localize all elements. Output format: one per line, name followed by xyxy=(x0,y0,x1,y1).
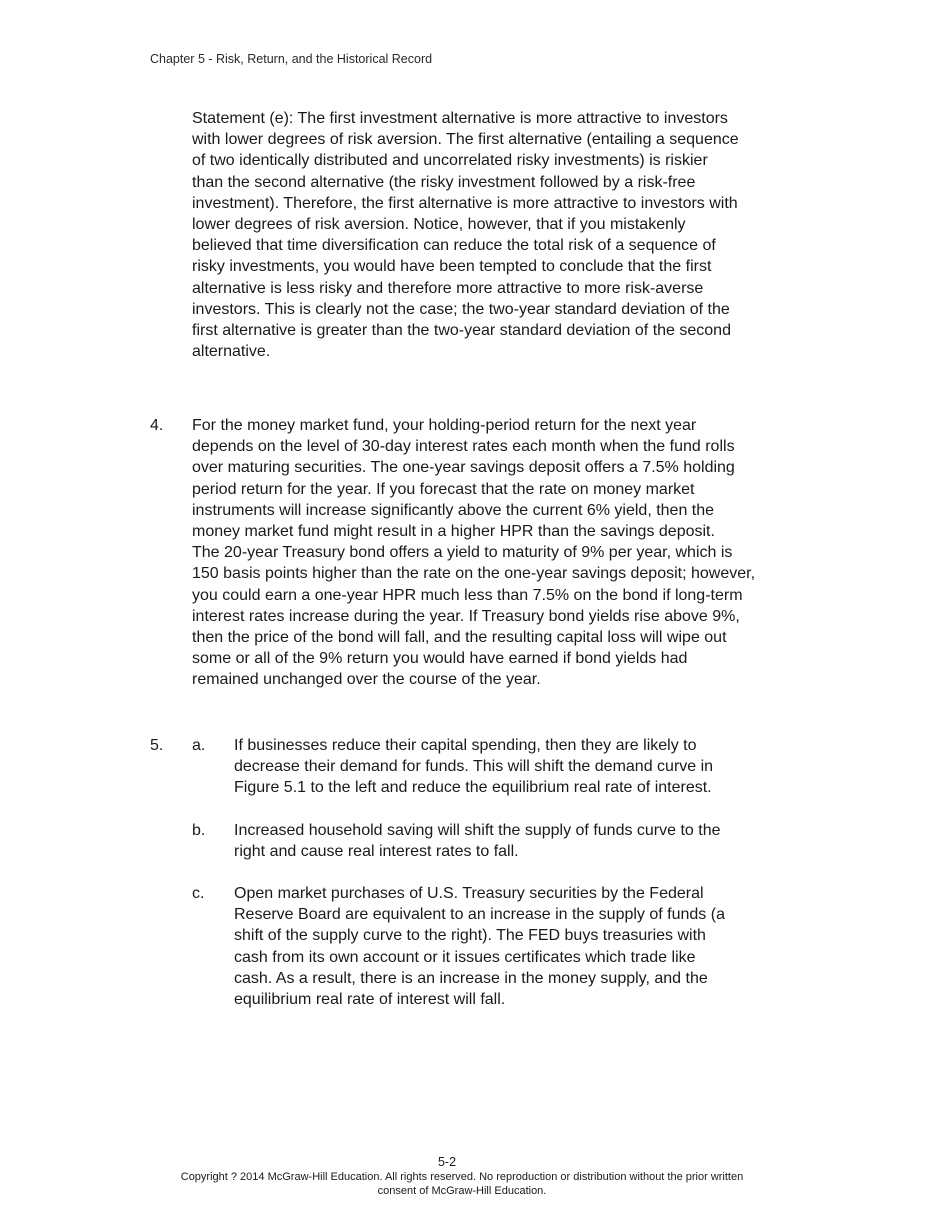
question-5a-paragraph: If businesses reduce their capital spending, then they are likely to decrease their demand for funds. This will shift the demand curve in Figure 5.1 to the left and reduce the equilibrium real rate of interest. xyxy=(234,737,714,797)
question-4-number: 4. xyxy=(150,417,164,434)
question-4-paragraph: For the money market fund, your holding-period return for the next year depends on the level of 30-day interest rates each month when the fund rolls over maturing securities. The one-year savings deposit offers a 7.5% holding period return for the year. If you forecast that the rate on money market instruments will increase significantly above the current 6% yield, then the money market fund might result in a higher HPR than the savings deposit. The 20-year Treasury bond offers a yield to maturity of 9% per year, which is 150 basis points higher than the rate on the one-year savings deposit; however, you could earn a one-year HPR much less than 7.5% on the bond if long-term interest rates increase during the year. If Treasury bond yields rise above 9%, then the price of the bond will fall, and the resulting capital loss will wipe out some or all of the 9% return you would have earned if bond yields had remained unchanged over the course of the year. xyxy=(192,417,756,689)
question-5b-letter: b. xyxy=(192,822,206,839)
question-5b-paragraph: Increased household saving will shift the supply of funds curve to the right and cause real interest rates to fall. xyxy=(234,822,721,861)
question-5-number: 5. xyxy=(150,737,164,754)
copyright-line-2: consent of McGraw-Hill Education. xyxy=(377,1185,547,1197)
question-5a-letter: a. xyxy=(192,737,206,754)
question-5c-paragraph: Open market purchases of U.S. Treasury securities by the Federal Reserve Board are equivalent to an increase in the supply of funds (a shift of the supply curve to the right). The FED buys treasuries with cash from its own account or it issues certificates which trade like cash. As a result, there is an increase in the money supply, and the equilibrium real rate of interest will fall. xyxy=(234,885,725,1009)
statement-e-paragraph: Statement (e): The first investment alternative is more attractive to investors with lower degrees of risk aversion. The first alternative (entailing a sequence of two identically distributed and uncorrelated risky investments) is riskier than the second alternative (the risky investment followed by a risk-free investment). Therefore, the first alternative is more attractive to investors with lower degrees of risk aversion. Notice, however, that if you mistakenly believed that time diversification can reduce the total risk of a sequence of risky investments, you would have been tempted to conclude that the first alternative is less risky and therefore more attractive to more risk-averse investors. This is clearly not the case; the two-year standard deviation of the first alternative is greater than the two-year standard deviation of the second alternative. xyxy=(192,110,739,361)
chapter-header: Chapter 5 - Risk, Return, and the Historical Record xyxy=(150,52,433,66)
question-5c-letter: c. xyxy=(192,885,205,902)
copyright-line-1: Copyright ? 2014 McGraw-Hill Education. All rights reserved. No reproduction or distribution without the prior written xyxy=(180,1171,744,1183)
page-number: 5-2 xyxy=(437,1155,457,1169)
